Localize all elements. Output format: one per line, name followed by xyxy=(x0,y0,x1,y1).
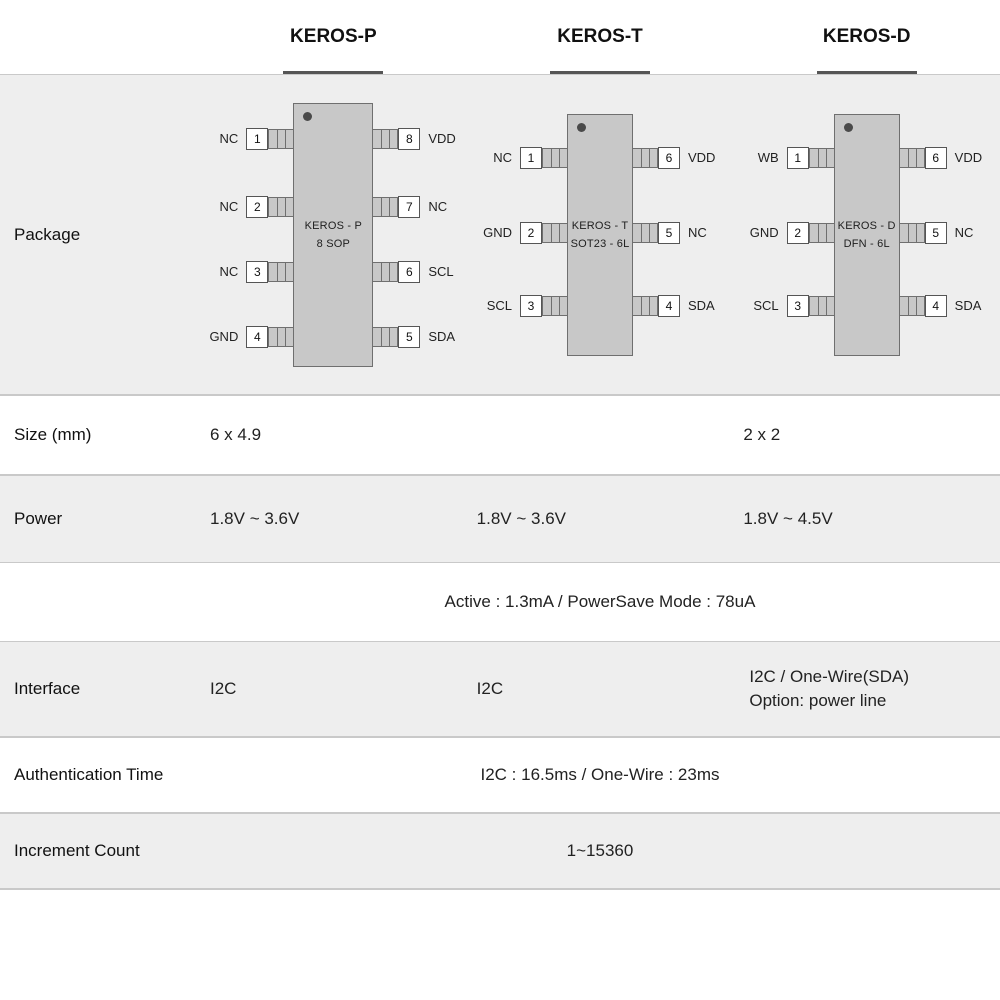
row-size xyxy=(0,395,1000,475)
interface-value-keros-t: I2C xyxy=(476,679,504,698)
size-value-keros-p: 6 x 4.9 xyxy=(210,425,262,444)
pin-lead xyxy=(632,296,658,316)
pin-number: 6 xyxy=(658,147,680,169)
pin-left-1 xyxy=(474,147,568,169)
pin-name: NC xyxy=(219,199,239,214)
row-label-size: Size (mm) xyxy=(14,425,92,444)
pin-lead xyxy=(809,148,835,168)
pin-number: 2 xyxy=(520,222,542,244)
row-label-package: Package xyxy=(14,224,81,244)
pin-left-2 xyxy=(741,222,835,244)
pin-lead xyxy=(899,296,925,316)
pin-name: VDD xyxy=(954,150,983,165)
pin-number: 6 xyxy=(925,147,947,169)
table-bottom-spacer xyxy=(0,889,1000,915)
pin-left-3 xyxy=(741,295,835,317)
pin-number: 5 xyxy=(925,222,947,244)
pin-name: VDD xyxy=(688,150,716,165)
pin-lead xyxy=(542,148,568,168)
chip-package: SOT23 - 6L xyxy=(570,237,630,250)
row-label-current xyxy=(0,563,200,641)
pin-name: NC xyxy=(688,225,707,240)
pin-number: 1 xyxy=(787,147,809,169)
pin-number: 7 xyxy=(398,196,420,218)
pin-number: 3 xyxy=(246,261,268,283)
pin-left-2 xyxy=(474,222,568,244)
package-diagram-keros-p xyxy=(200,75,467,394)
pin1-marker-dot xyxy=(577,123,586,132)
pin-lead xyxy=(372,197,398,217)
pin-left-2 xyxy=(200,196,294,218)
pin-number: 6 xyxy=(398,261,420,283)
interface-value-keros-p: I2C xyxy=(210,679,237,698)
row-increment-count xyxy=(0,813,1000,889)
interface-value-keros-d xyxy=(733,642,1000,736)
pin-name: VDD xyxy=(428,131,456,146)
pin-right-8 xyxy=(372,128,466,150)
column-header-keros-d xyxy=(733,0,1000,74)
row-package xyxy=(0,75,1000,395)
table-header-row xyxy=(0,0,1000,74)
pin-left-1 xyxy=(200,128,294,150)
pin-number: 8 xyxy=(398,128,420,150)
pin-right-6 xyxy=(899,147,993,169)
pin-number: 4 xyxy=(246,326,268,348)
pin-lead xyxy=(268,129,294,149)
pin-right-5 xyxy=(899,222,993,244)
authentication-time-value: I2C : 16.5ms / One-Wire : 23ms xyxy=(480,765,720,784)
pin-lead xyxy=(809,296,835,316)
pin-number: 5 xyxy=(658,222,680,244)
pin-lead xyxy=(372,262,398,282)
pin-name: GND xyxy=(483,225,512,240)
pin-lead xyxy=(268,197,294,217)
pin-name: NC xyxy=(493,150,512,165)
pin-name: NC xyxy=(428,199,448,214)
header-corner-cell xyxy=(0,0,200,74)
pin-right-4 xyxy=(899,295,993,317)
row-label-authentication-time: Authentication Time xyxy=(14,765,164,784)
power-value-keros-p: 1.8V ~ 3.6V xyxy=(210,509,300,528)
pin-number: 1 xyxy=(520,147,542,169)
pin-right-5 xyxy=(632,222,726,244)
row-label-increment-count: Increment Count xyxy=(14,841,140,860)
header-underline xyxy=(283,71,383,74)
pin-left-3 xyxy=(200,261,294,283)
increment-count-value: 1~15360 xyxy=(566,841,634,860)
pin-right-7 xyxy=(372,196,466,218)
size-value-keros-t xyxy=(467,396,734,474)
pin-number: 4 xyxy=(658,295,680,317)
pin-name: SCL xyxy=(428,264,454,279)
pin-number: 3 xyxy=(787,295,809,317)
row-power xyxy=(0,475,1000,563)
pin-left-4 xyxy=(200,326,294,348)
pin-left-3 xyxy=(474,295,568,317)
pin-left-1 xyxy=(741,147,835,169)
power-value-keros-d: 1.8V ~ 4.5V xyxy=(743,509,833,528)
column-header-label: KEROS-D xyxy=(822,26,911,47)
power-value-keros-t: 1.8V ~ 3.6V xyxy=(476,509,566,528)
pin-name: NC xyxy=(219,131,239,146)
pin-name: WB xyxy=(757,150,779,165)
pin-name: GND xyxy=(749,225,779,240)
pin-name: SCL xyxy=(753,298,779,313)
chip-package: DFN - 6L xyxy=(843,237,890,250)
chip-name: KEROS - P xyxy=(304,219,363,232)
row-interface xyxy=(0,641,1000,737)
current-value: Active : 1.3mA / PowerSave Mode : 78uA xyxy=(444,592,756,611)
pin-name: NC xyxy=(219,264,239,279)
pin-number: 5 xyxy=(398,326,420,348)
pin-lead xyxy=(542,296,568,316)
pin-lead xyxy=(809,223,835,243)
row-current-consumption xyxy=(0,563,1000,641)
pin-number: 3 xyxy=(520,295,542,317)
size-value-keros-d: 2 x 2 xyxy=(743,425,781,444)
pin-number: 2 xyxy=(246,196,268,218)
chip-package: 8 SOP xyxy=(316,237,351,250)
pin-lead xyxy=(899,223,925,243)
column-header-keros-p xyxy=(200,0,467,74)
pin-lead xyxy=(632,148,658,168)
pin-lead xyxy=(268,262,294,282)
interface-line-2: Option: power line xyxy=(749,691,887,710)
pin-name: GND xyxy=(209,329,239,344)
column-header-label: KEROS-P xyxy=(290,26,377,47)
pin-right-6 xyxy=(632,147,726,169)
package-diagram-keros-t xyxy=(467,75,734,394)
row-label-power: Power xyxy=(14,509,63,528)
header-underline xyxy=(550,71,650,74)
row-label-interface: Interface xyxy=(14,679,81,698)
chip-name: KEROS - T xyxy=(571,219,629,232)
pin-lead xyxy=(372,129,398,149)
pin-name: SDA xyxy=(428,329,456,344)
header-underline xyxy=(817,71,917,74)
pin-name: SCL xyxy=(486,298,512,313)
pin-right-6 xyxy=(372,261,466,283)
pin-lead xyxy=(372,327,398,347)
pin-right-5 xyxy=(372,326,466,348)
pin-number: 2 xyxy=(787,222,809,244)
column-header-keros-t xyxy=(467,0,734,74)
pin1-marker-dot xyxy=(303,112,312,121)
chip-name: KEROS - D xyxy=(837,219,896,232)
pin-lead xyxy=(542,223,568,243)
column-header-label: KEROS-T xyxy=(557,26,643,47)
pin-name: NC xyxy=(954,225,974,240)
row-authentication-time xyxy=(0,737,1000,813)
pin1-marker-dot xyxy=(844,123,853,132)
pin-number: 1 xyxy=(246,128,268,150)
pin-lead xyxy=(899,148,925,168)
pin-name: SDA xyxy=(954,298,982,313)
pin-lead xyxy=(632,223,658,243)
interface-line-1: I2C / One-Wire(SDA) xyxy=(749,667,909,686)
pin-right-4 xyxy=(632,295,726,317)
package-diagram-keros-d xyxy=(733,75,1000,394)
pin-name: SDA xyxy=(688,298,715,313)
pin-number: 4 xyxy=(925,295,947,317)
pin-lead xyxy=(268,327,294,347)
